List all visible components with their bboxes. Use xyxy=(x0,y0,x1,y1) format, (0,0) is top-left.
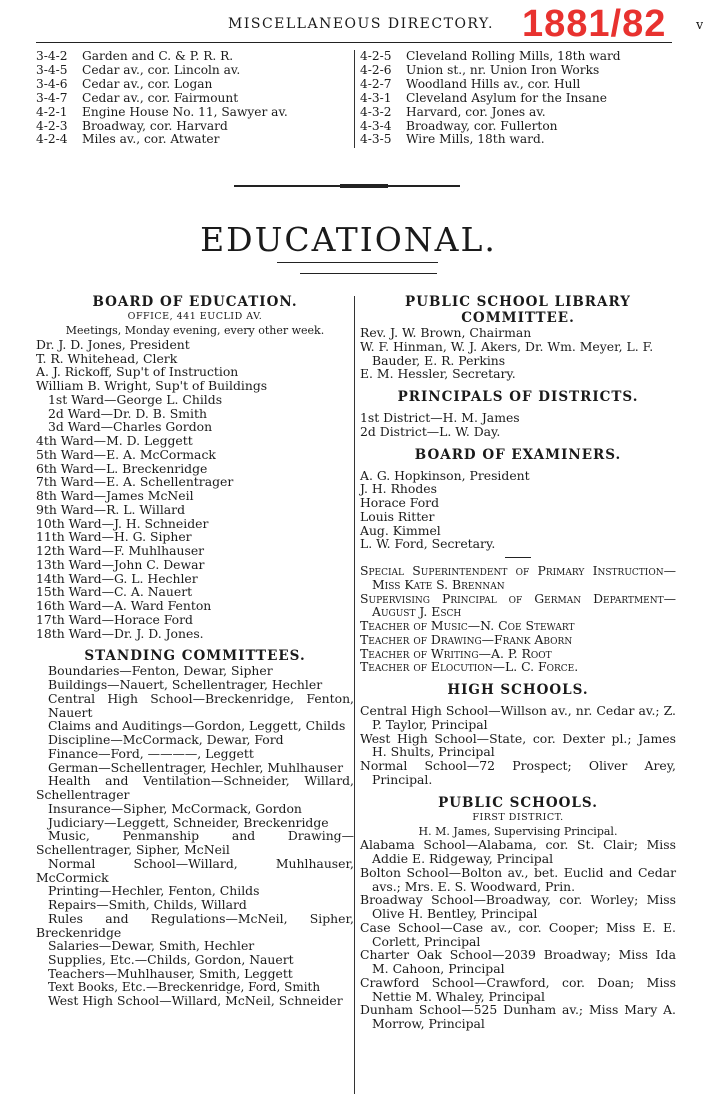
committee-item: German—Schellentrager, Hechler, Muhlhauser xyxy=(48,759,343,775)
place: Garden and C. & P. R. R. xyxy=(82,49,234,63)
district-line: 2d District—L. W. Day. xyxy=(360,423,501,439)
ward-line: 7th Ward—E. A. Schellentrager xyxy=(36,474,234,490)
committee-item: Finance—Ford, ————, Leggett xyxy=(48,745,254,761)
committee-item: Judiciary—Leggett, Schneider, Breckenridge xyxy=(48,814,329,830)
committee-item: Text Books, Etc.—Breckenridge, Ford, Smith xyxy=(48,979,321,994)
place: Wire Mills, 18th ward. xyxy=(406,132,545,147)
committee-item: Boundaries—Fenton, Dewar, Sipher xyxy=(48,663,273,679)
district-subheading: FIRST DISTRICT. xyxy=(472,811,564,823)
ward-line: 3d Ward—Charles Gordon xyxy=(48,419,213,435)
place: Cedar av., cor. Logan xyxy=(82,76,213,91)
special-line: Teacher of Writing—A. P. Root xyxy=(360,645,552,661)
committee-item: Music, Penmanship and Drawing—Schellentrager, Sipher, McNeil xyxy=(36,828,354,857)
code: 3-4-5 xyxy=(36,62,68,77)
code-row xyxy=(36,64,352,78)
school-item: Dunham School—525 Dunham av.; Miss Mary A. Morrow, Principal xyxy=(360,1002,676,1031)
alarm-codes-left xyxy=(36,50,352,147)
library-line: E. M. Hessler, Secretary. xyxy=(360,366,516,382)
public-schools-heading: PUBLIC SCHOOLS. xyxy=(438,794,598,811)
committee-item: Supplies, Etc.—Childs, Gordon, Nauert xyxy=(48,952,294,967)
code-row xyxy=(360,120,676,134)
special-line: Teacher of Drawing—Frank Aborn xyxy=(360,631,573,647)
committee-item: West High School—Willard, McNeil, Schneider xyxy=(48,993,343,1009)
code-row xyxy=(36,120,352,134)
school-item: Case School—Case av., cor. Cooper; Miss E. E. Corlett, Principal xyxy=(360,919,676,949)
examiners-heading: BOARD OF EXAMINERS. xyxy=(414,446,622,463)
ward-line: 17th Ward—Horace Ford xyxy=(36,611,193,627)
code: 4-2-6 xyxy=(360,62,392,77)
running-title: MISCELLANEOUS DIRECTORY. xyxy=(228,16,494,32)
code-row xyxy=(36,133,352,147)
school-item: Crawford School—Crawford, cor. Doan; Miss Nettie M. Whaley, Principal xyxy=(360,974,676,1004)
code: 4-2-5 xyxy=(360,49,392,63)
place: Cleveland Rolling Mills, 18th ward xyxy=(406,49,621,63)
section-separator xyxy=(234,185,460,187)
column-divider xyxy=(354,50,355,148)
place: Miles av., cor. Atwater xyxy=(82,132,220,147)
ward-line: 16th Ward—A. Ward Fenton xyxy=(36,598,212,613)
ward-line: 11th Ward—H. G. Sipher xyxy=(36,529,192,545)
ward-line: 10th Ward—J. H. Schneider xyxy=(36,515,209,531)
column-divider xyxy=(354,296,355,1094)
place: Broadway, cor. Harvard xyxy=(82,118,228,133)
high-schools-heading: HIGH SCHOOLS. xyxy=(447,682,589,698)
title-rule xyxy=(277,262,438,263)
code-row xyxy=(360,64,676,78)
ward-line: 6th Ward—L. Breckenridge xyxy=(36,460,208,476)
board-office: OFFICE, 441 EUCLID AV. xyxy=(127,311,263,322)
committee-item: Buildings—Nauert, Schellentrager, Hechler xyxy=(48,677,323,692)
ward-line: 18th Ward—Dr. J. D. Jones. xyxy=(36,625,204,641)
committee-item: Discipline—McCormack, Dewar, Ford xyxy=(48,732,284,747)
officer-line: Dr. J. D. Jones, President xyxy=(36,336,190,352)
special-line: Special Superintendent of Primary Instruction—Miss Kate S. Brennan xyxy=(360,563,676,592)
divider xyxy=(505,557,531,558)
board-heading: BOARD OF EDUCATION. xyxy=(92,294,298,310)
ward-line: 4th Ward—M. D. Leggett xyxy=(36,433,193,448)
right-column xyxy=(360,294,676,1031)
place: Woodland Hills av., cor. Hull xyxy=(406,76,581,91)
school-item: Bolton School—Bolton av., bet. Euclid and Cedar avs.; Mrs. E. S. Woodward, Prin. xyxy=(360,864,676,894)
supervising-principal: H. M. James, Supervising Principal. xyxy=(418,824,618,838)
examiner-line: Horace Ford xyxy=(360,495,440,510)
code: 4-2-1 xyxy=(36,104,68,119)
place: Engine House No. 11, Sawyer av. xyxy=(82,104,288,119)
library-heading: PUBLIC SCHOOL LIBRARY COMMITTEE. xyxy=(405,294,631,326)
place: Cedar av., cor. Fairmount xyxy=(82,90,239,105)
code-row xyxy=(36,92,352,106)
title-rule xyxy=(300,273,437,274)
officer-line: A. J. Rickoff, Sup't of Instruction xyxy=(36,364,239,380)
code: 4-2-3 xyxy=(36,118,68,133)
ward-line: 12th Ward—F. Muhlhauser xyxy=(36,543,205,558)
section-title: EDUCATIONAL. xyxy=(200,220,497,259)
committee-item: Printing—Hechler, Fenton, Childs xyxy=(48,883,260,899)
alarm-codes-right xyxy=(360,50,676,147)
committee-item: Central High School—Breckenridge, Fenton, Nauert xyxy=(48,690,354,720)
code: 4-3-1 xyxy=(360,90,392,105)
committee-item: Insurance—Sipher, McCormack, Gordon xyxy=(48,800,302,816)
special-line: Teacher of Elocution—L. C. Force. xyxy=(360,659,579,675)
code-row xyxy=(360,50,676,64)
school-item: Alabama School—Alabama, cor. St. Clair; Miss Addie E. Ridgeway, Principal xyxy=(360,837,676,866)
code-row xyxy=(360,133,676,147)
school-item: Charter Oak School—2039 Broadway; Miss Ida M. Cahoon, Principal xyxy=(360,947,676,976)
code-row xyxy=(360,78,676,92)
committee-item: Teachers—Muhlhauser, Smith, Leggett xyxy=(48,965,293,981)
examiner-line: Louis Ritter xyxy=(360,508,435,524)
code-row xyxy=(360,106,676,120)
page-mark: v xyxy=(696,18,703,33)
code: 4-3-4 xyxy=(360,118,392,133)
code: 3-4-2 xyxy=(36,49,68,63)
code: 4-2-4 xyxy=(36,132,68,147)
high-school-item: Central High School—Willson av., nr. Cedar av.; Z. P. Taylor, Principal xyxy=(360,703,676,732)
place: Cleveland Asylum for the Insane xyxy=(406,90,607,105)
officer-line: William B. Wright, Sup't of Buildings xyxy=(36,378,268,393)
examiner-line: Aug. Kimmel xyxy=(360,522,441,538)
committee-item: Repairs—Smith, Childs, Willard xyxy=(48,897,247,912)
examiner-line: A. G. Hopkinson, President xyxy=(360,467,530,483)
principals-heading: PRINCIPALS OF DISTRICTS. xyxy=(397,389,639,405)
special-line: Supervising Principal of German Department—August J. Esch xyxy=(360,590,676,620)
code-row xyxy=(36,106,352,120)
committee-item: Rules and Regulations—McNeil, Sipher, Breckenridge xyxy=(36,910,354,940)
code-row xyxy=(360,92,676,106)
committees-heading: STANDING COMMITTEES. xyxy=(84,648,306,665)
board-meetings: Meetings, Monday evening, every other week. xyxy=(65,324,325,337)
place: Union st., nr. Union Iron Works xyxy=(406,62,600,77)
library-line: W. F. Hinman, W. J. Akers, Dr. Wm. Meyer, L. F. Bauder, E. R. Perkins xyxy=(360,338,654,368)
code: 4-2-7 xyxy=(360,76,392,91)
place: Broadway, cor. Fullerton xyxy=(406,118,558,133)
page-header xyxy=(36,3,703,45)
code: 3-4-6 xyxy=(36,76,68,91)
district-line: 1st District—H. M. James xyxy=(360,410,520,425)
ward-line: 5th Ward—E. A. McCormack xyxy=(36,446,216,462)
place: Cedar av., cor. Lincoln av. xyxy=(82,62,241,77)
ward-line: 9th Ward—R. L. Willard xyxy=(36,501,186,517)
officer-line: T. R. Whitehead, Clerk xyxy=(36,350,178,366)
committee-item: Claims and Auditings—Gordon, Leggett, Childs xyxy=(48,718,346,734)
code: 3-4-7 xyxy=(36,90,68,105)
library-line: Rev. J. W. Brown, Chairman xyxy=(360,325,532,340)
code-row xyxy=(36,78,352,92)
committee-item: Salaries—Dewar, Smith, Hechler xyxy=(48,938,255,954)
ward-line: 1st Ward—George L. Childs xyxy=(48,391,223,407)
code-row xyxy=(36,50,352,64)
ward-line: 2d Ward—Dr. D. B. Smith xyxy=(48,405,207,421)
high-school-item: West High School—State, cor. Dexter pl.; James H. Shults, Principal xyxy=(360,730,676,760)
examiner-line: L. W. Ford, Secretary. xyxy=(360,536,496,552)
place: Harvard, cor. Jones av. xyxy=(406,104,546,119)
ward-line: 14th Ward—G. L. Hechler xyxy=(36,570,198,586)
committee-item: Health and Ventilation—Schneider, Willard, Schellentrager xyxy=(36,773,354,802)
code: 4-3-5 xyxy=(360,132,392,147)
special-line: Teacher of Music—N. Coe Stewart xyxy=(360,618,575,633)
left-column xyxy=(36,294,354,1008)
school-item: Broadway School—Broadway, cor. Worley; Miss Olive H. Bentley, Principal xyxy=(360,892,676,921)
examiner-line: J. H. Rhodes xyxy=(360,481,437,497)
ward-line: 13th Ward—John C. Dewar xyxy=(36,556,205,572)
committee-item: Normal School—Willard, Muhlhauser, McCormick xyxy=(36,855,354,885)
code: 4-3-2 xyxy=(360,104,392,119)
ward-line: 15th Ward—C. A. Nauert xyxy=(36,584,193,600)
high-school-item: Normal School—72 Prospect; Oliver Arey, Principal. xyxy=(360,758,676,787)
ward-line: 8th Ward—James McNeil xyxy=(36,488,194,503)
year-stamp: 1881/82 xyxy=(522,3,667,45)
